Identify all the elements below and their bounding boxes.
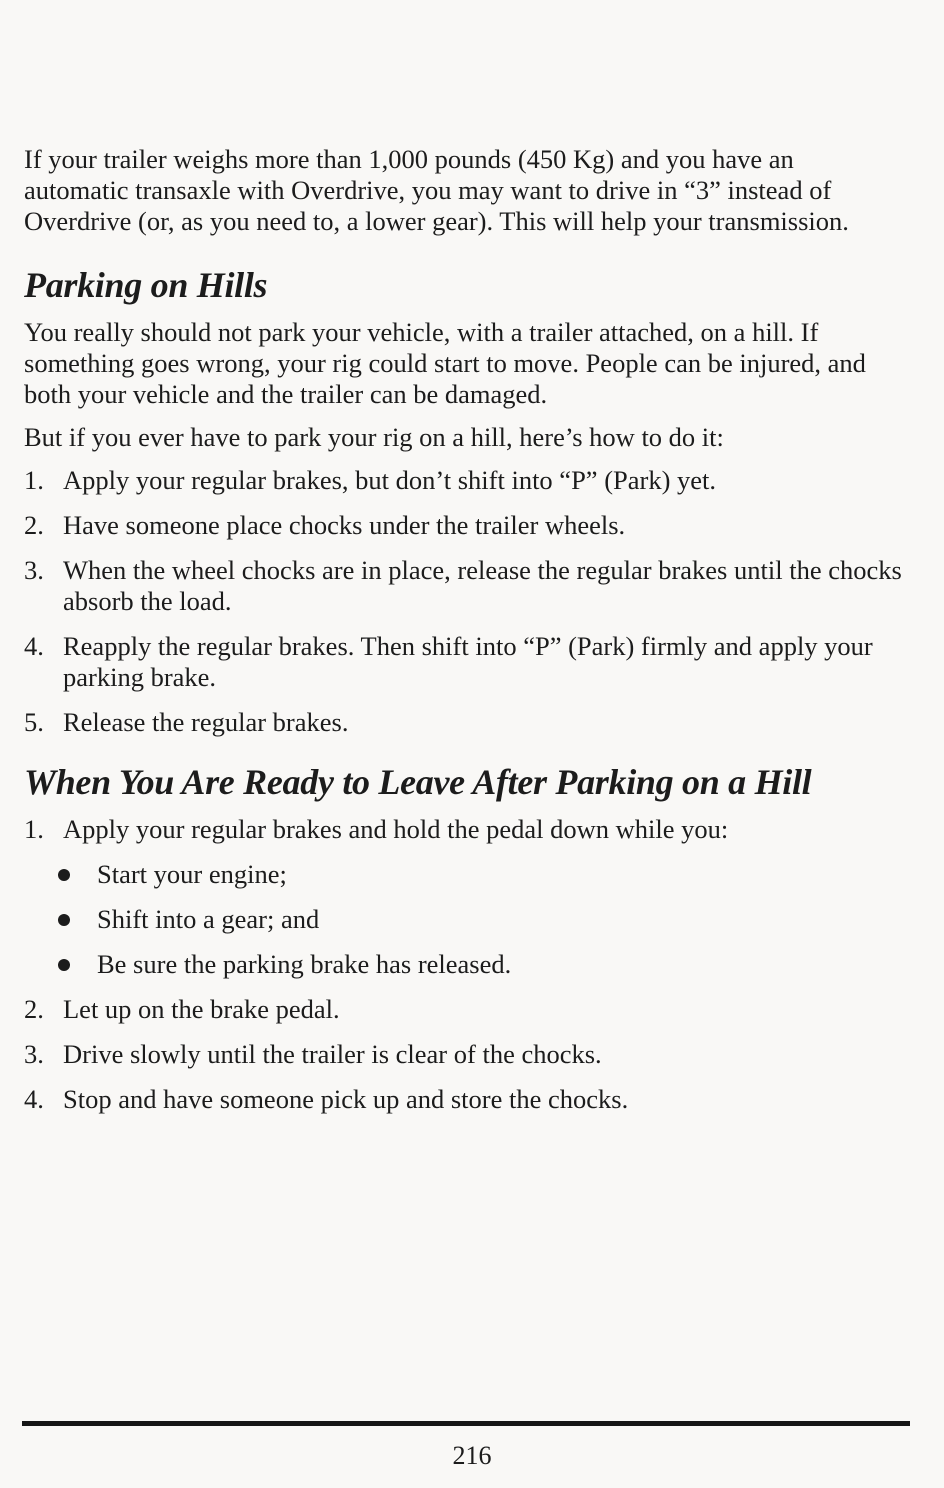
bullet-text: Start your engine; — [97, 859, 287, 889]
section-heading-parking-on-hills: Parking on Hills — [24, 265, 268, 305]
list-item — [24, 465, 904, 496]
bullet-dot-icon — [58, 869, 70, 881]
step-number: 1. — [24, 465, 44, 495]
step-text: Apply your regular brakes, but don’t shift into “P” (Park) yet. — [63, 465, 717, 495]
step-text: Reapply the regular brakes. Then shift into “P” (Park) firmly and apply your parking brake. — [63, 631, 873, 692]
step-number: 3. — [24, 555, 44, 585]
step-text: Stop and have someone pick up and store the chocks. — [63, 1084, 629, 1114]
parking-howto-paragraph: But if you ever have to park your rig on a hill, here’s how to do it: — [24, 422, 724, 452]
step-text: Apply your regular brakes and hold the pedal down while you: — [63, 814, 729, 844]
leaving-steps-list — [24, 814, 904, 1115]
step-text: Release the regular brakes. — [63, 707, 349, 737]
bullet-item — [24, 904, 904, 935]
list-item — [24, 510, 904, 541]
bullet-text: Be sure the parking brake has released. — [97, 949, 512, 979]
step-text: When the wheel chocks are in place, release the regular brakes until the chocks absorb the load. — [63, 555, 902, 616]
parking-steps-list — [24, 465, 904, 738]
step-number: 2. — [24, 510, 44, 540]
bullet-dot-icon — [58, 914, 70, 926]
list-item — [24, 1084, 904, 1115]
list-item — [24, 707, 904, 738]
step-number: 5. — [24, 707, 44, 737]
engine-start-bullet-list — [24, 859, 904, 980]
step-text: Drive slowly until the trailer is clear of the chocks. — [63, 1039, 602, 1069]
bullet-dot-icon — [58, 959, 70, 971]
step-text: Have someone place chocks under the trailer wheels. — [63, 510, 626, 540]
footer-rule — [22, 1421, 910, 1426]
parking-warning-paragraph: You really should not park your vehicle, with a trailer attached, on a hill. If something goes wrong, your rig could start to move. People can be injured, and both your vehicle and the trailer can be damaged. — [24, 317, 866, 409]
list-item — [24, 814, 904, 980]
list-item — [24, 631, 904, 693]
list-item — [24, 994, 904, 1025]
page-number: 216 — [452, 1441, 492, 1470]
list-item — [24, 1039, 904, 1070]
bullet-item — [24, 859, 904, 890]
bullet-text: Shift into a gear; and — [97, 904, 320, 934]
step-number: 4. — [24, 1084, 44, 1114]
list-item — [24, 555, 904, 617]
step-text: Let up on the brake pedal. — [63, 994, 340, 1024]
step-number: 1. — [24, 814, 44, 844]
step-number: 3. — [24, 1039, 44, 1069]
step-number: 4. — [24, 631, 44, 661]
section-heading-leave-after-parking: When You Are Ready to Leave After Parking on a Hill — [24, 762, 812, 802]
intro-paragraph: If your trailer weighs more than 1,000 pounds (450 Kg) and you have an automatic transaxle with Overdrive, you may want to drive in “3” instead of Overdrive (or, as you need to, a lower gear). This will help your transmission. — [24, 144, 849, 236]
step-number: 2. — [24, 994, 44, 1024]
page-content — [24, 144, 904, 1129]
bullet-item — [24, 949, 904, 980]
